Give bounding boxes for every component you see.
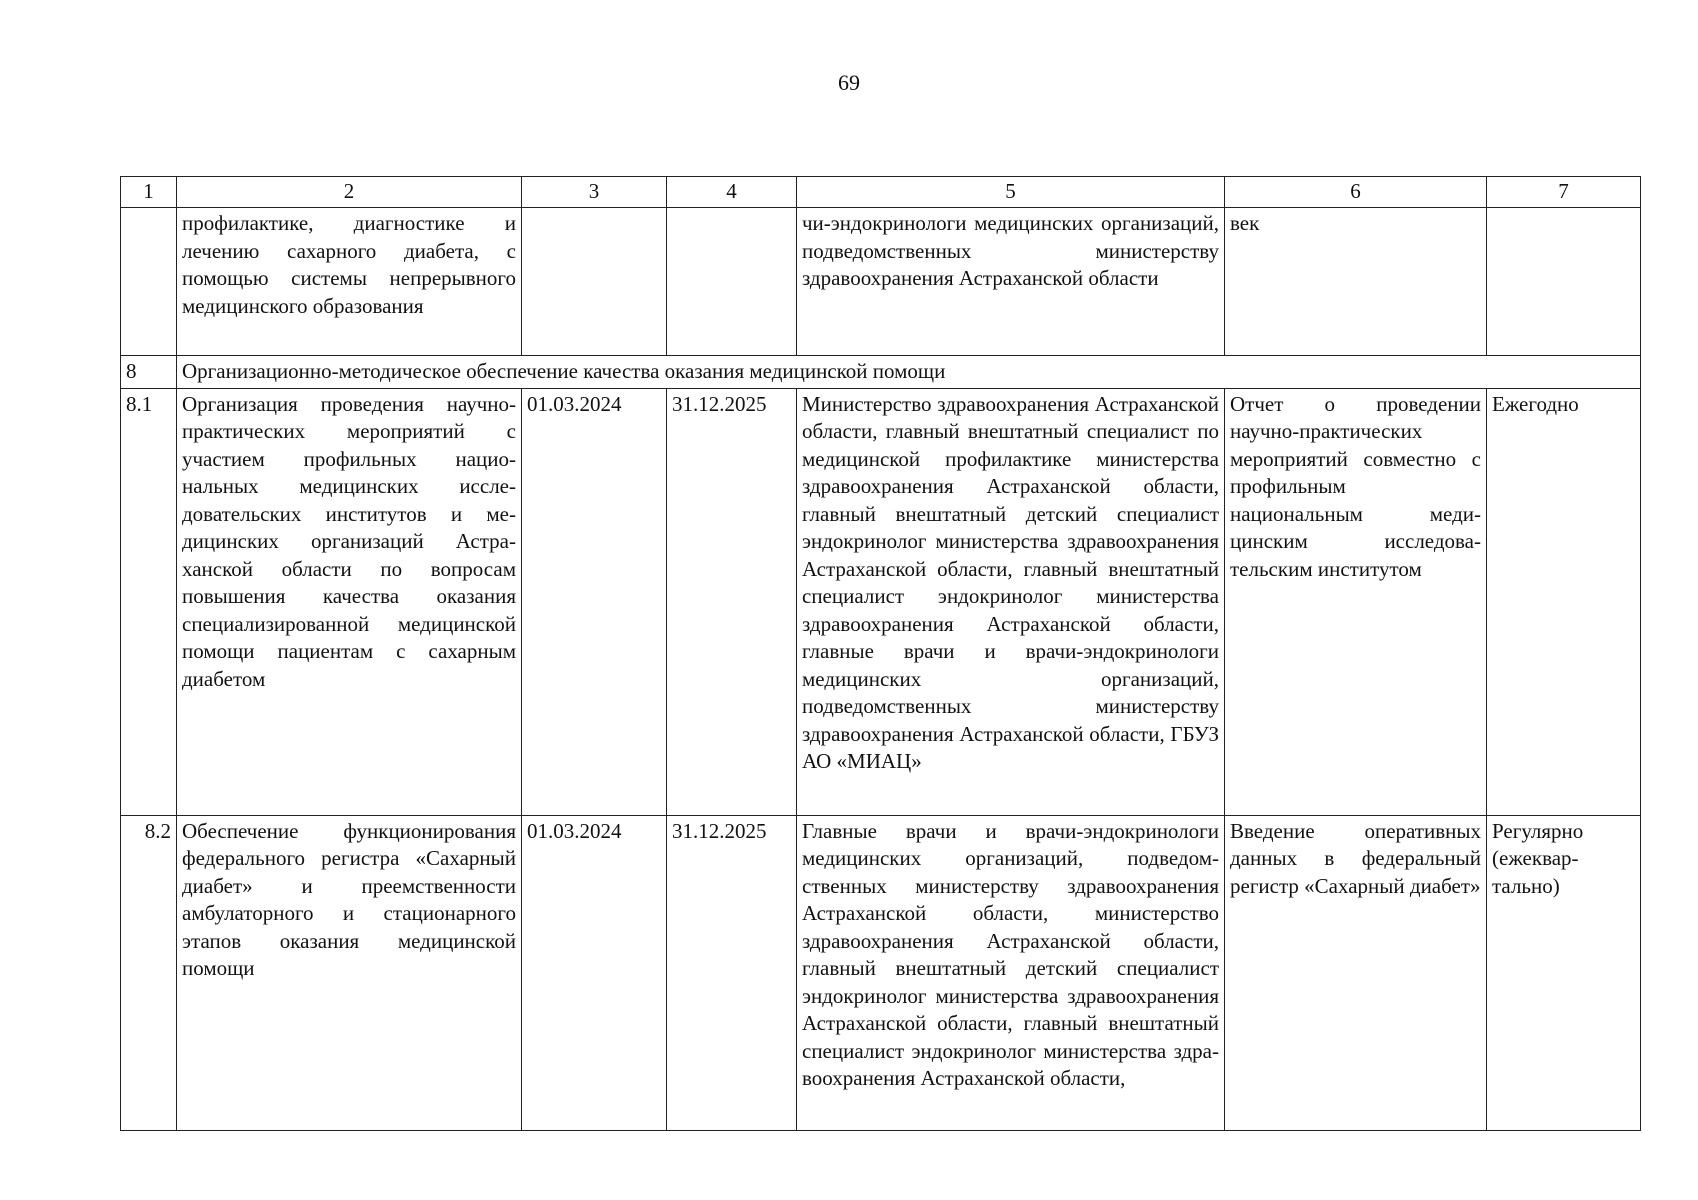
activity-name-cell: Организация проведения научно-практических мероприятий с участием профильных национальных медицинских исследовательских институтов и медицинских организаций Астраханской области по вопросам повышения качества оказания специализированной медицинской помощи пациентам с сахарным диабетом <box>177 388 522 815</box>
row-number-cell <box>121 208 177 356</box>
activity-name-cell: Обеспечение функционирования федерального регистра «Сахарный диабет» и преемственности амбулаторного и стационарного этапов оказания медицинской помощи <box>177 815 522 1130</box>
responsible-cell: Главные врачи и врачи-эндокринологи медицинских организаций, подведомственных министерству здравоохранения Астраханской области, министерство здравоохранения Астраханской области, главный внештатный детский специалист эндокринолог министерства здравоохранения Астраханской области, главный внештатный специалист эндокринолог министерства здравоохранения Астраханской области, <box>797 815 1225 1130</box>
end-date-cell <box>667 208 797 356</box>
section-row <box>121 356 1641 389</box>
column-header-6: 6 <box>1225 177 1487 208</box>
start-date-cell: 01.03.2024 <box>522 388 667 815</box>
end-date-cell: 31.12.2025 <box>667 815 797 1130</box>
result-cell: Отчет о проведении научно-практических мероприятий совместно с профильным национальным медицинским исследовательским институтом <box>1225 388 1487 815</box>
column-header-3: 3 <box>522 177 667 208</box>
result-cell: Введение оперативных данных в федеральный регистр «Сахарный диабет» <box>1225 815 1487 1130</box>
responsible-cell: Министерство здравоохранения Астраханской области, главный внештатный специалист по медицинской профилактике министерства здравоохранения Астраханской области, главный внештатный детский специалист эндокринолог министерства здравоохранения Астраханской области, главный внештатный специалист эндокринолог министерства здравоохранения Астраханской области, главные врачи и врачи-эндокринологи медицинских организаций, подведомственных министерству здравоохранения Астраханской области, ГБУЗ АО «МИАЦ» <box>797 388 1225 815</box>
frequency-cell: Регулярно (ежеквартально) <box>1487 815 1641 1130</box>
row-number-cell: 8.2 <box>121 815 177 1130</box>
row-number-cell: 8.1 <box>121 388 177 815</box>
column-header-2: 2 <box>177 177 522 208</box>
start-date-cell: 01.03.2024 <box>522 815 667 1130</box>
responsible-cell: чи-эндокринологи медицинских организаций, подведомственных министерству здравоохранения Астраханской области <box>797 208 1225 356</box>
result-cell: век <box>1225 208 1487 356</box>
end-date-cell: 31.12.2025 <box>667 388 797 815</box>
column-header-7: 7 <box>1487 177 1641 208</box>
continued-row <box>121 208 1641 356</box>
frequency-cell: Ежегодно <box>1487 388 1641 815</box>
frequency-cell <box>1487 208 1641 356</box>
column-header-5: 5 <box>797 177 1225 208</box>
section-title-cell: Организационно-методическое обеспечение качества оказания медицинской помощи <box>177 356 1641 389</box>
activities-table <box>120 176 1641 1131</box>
header-row <box>121 177 1641 208</box>
column-header-4: 4 <box>667 177 797 208</box>
activity-name-cell: профилактике, диагностике и лечению сахарного диабета, с помощью системы непрерывного медицинского образования <box>177 208 522 356</box>
table-row <box>121 815 1641 1130</box>
start-date-cell <box>522 208 667 356</box>
section-number-cell: 8 <box>121 356 177 389</box>
page-number: 69 <box>838 70 860 95</box>
table-row <box>121 388 1641 815</box>
column-header-1: 1 <box>121 177 177 208</box>
